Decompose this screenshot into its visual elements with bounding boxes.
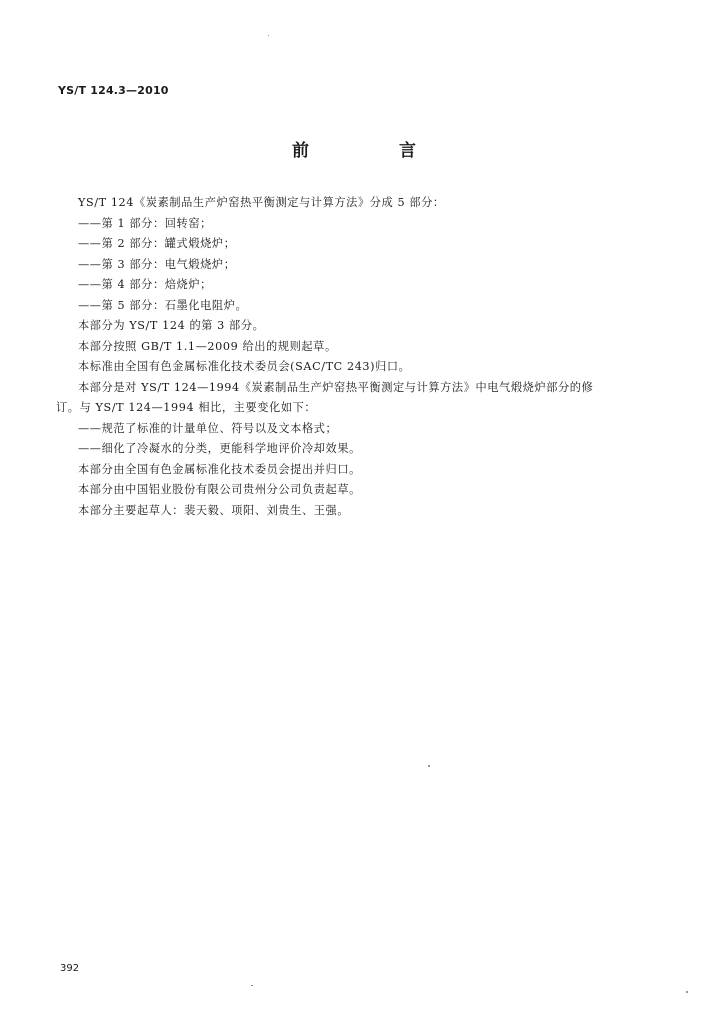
list-item-change-1: ——规范了标准的计量单位、符号以及文本格式；	[78, 421, 338, 435]
scan-speck	[428, 765, 430, 767]
standard-code: YS/T 124.3—2010	[58, 84, 169, 97]
scan-speck	[251, 985, 253, 986]
paragraph-drafting-rules: 本部分按照 GB/T 1.1—2009 给出的规则起草。	[78, 339, 337, 353]
paragraph-revision-cont: 订。与 YS/T 124—1994 相比，主要变化如下：	[56, 401, 317, 414]
list-item-part-2: ——第 2 部分：罐式煅烧炉；	[78, 237, 236, 250]
page-title: 前 言	[292, 141, 458, 161]
paragraph-drafters: 本部分主要起草人：裴天毅、项阳、刘贵生、王强。	[78, 503, 350, 517]
scan-speck	[686, 991, 688, 993]
paragraph-drafted-by: 本部分由中国铝业股份有限公司贵州分公司负责起草。	[78, 483, 361, 496]
paragraph-committee: 本标准由全国有色金属标准化技术委员会(SAC/TC 243)归口。	[78, 360, 411, 373]
page-number: 392	[60, 963, 80, 974]
list-item-part-3: ——第 3 部分：电气煅烧炉；	[78, 257, 236, 271]
list-item-part-1: ——第 1 部分：回转窑；	[78, 216, 212, 230]
foreword-body	[56, 193, 652, 521]
scan-speck	[268, 35, 269, 36]
list-item-change-2: ——细化了冷凝水的分类，更能科学地评价冷却效果。	[78, 442, 361, 455]
paragraph-intro: YS/T 124《炭素制品生产炉窑热平衡测定与计算方法》分成 5 部分：	[78, 196, 445, 209]
paragraph-scope: 本部分为 YS/T 124 的第 3 部分。	[78, 319, 265, 332]
paragraph-proposed-by: 本部分由全国有色金属标准化技术委员会提出并归口。	[78, 462, 361, 476]
list-item-part-5: ——第 5 部分：石墨化电阻炉。	[78, 298, 248, 312]
list-item-part-4: ——第 4 部分：焙烧炉；	[78, 278, 212, 291]
paragraph-revision: 本部分是对 YS/T 124—1994《炭素制品生产炉窑热平衡测定与计算方法》中电气煅烧炉部分的修	[78, 380, 594, 394]
